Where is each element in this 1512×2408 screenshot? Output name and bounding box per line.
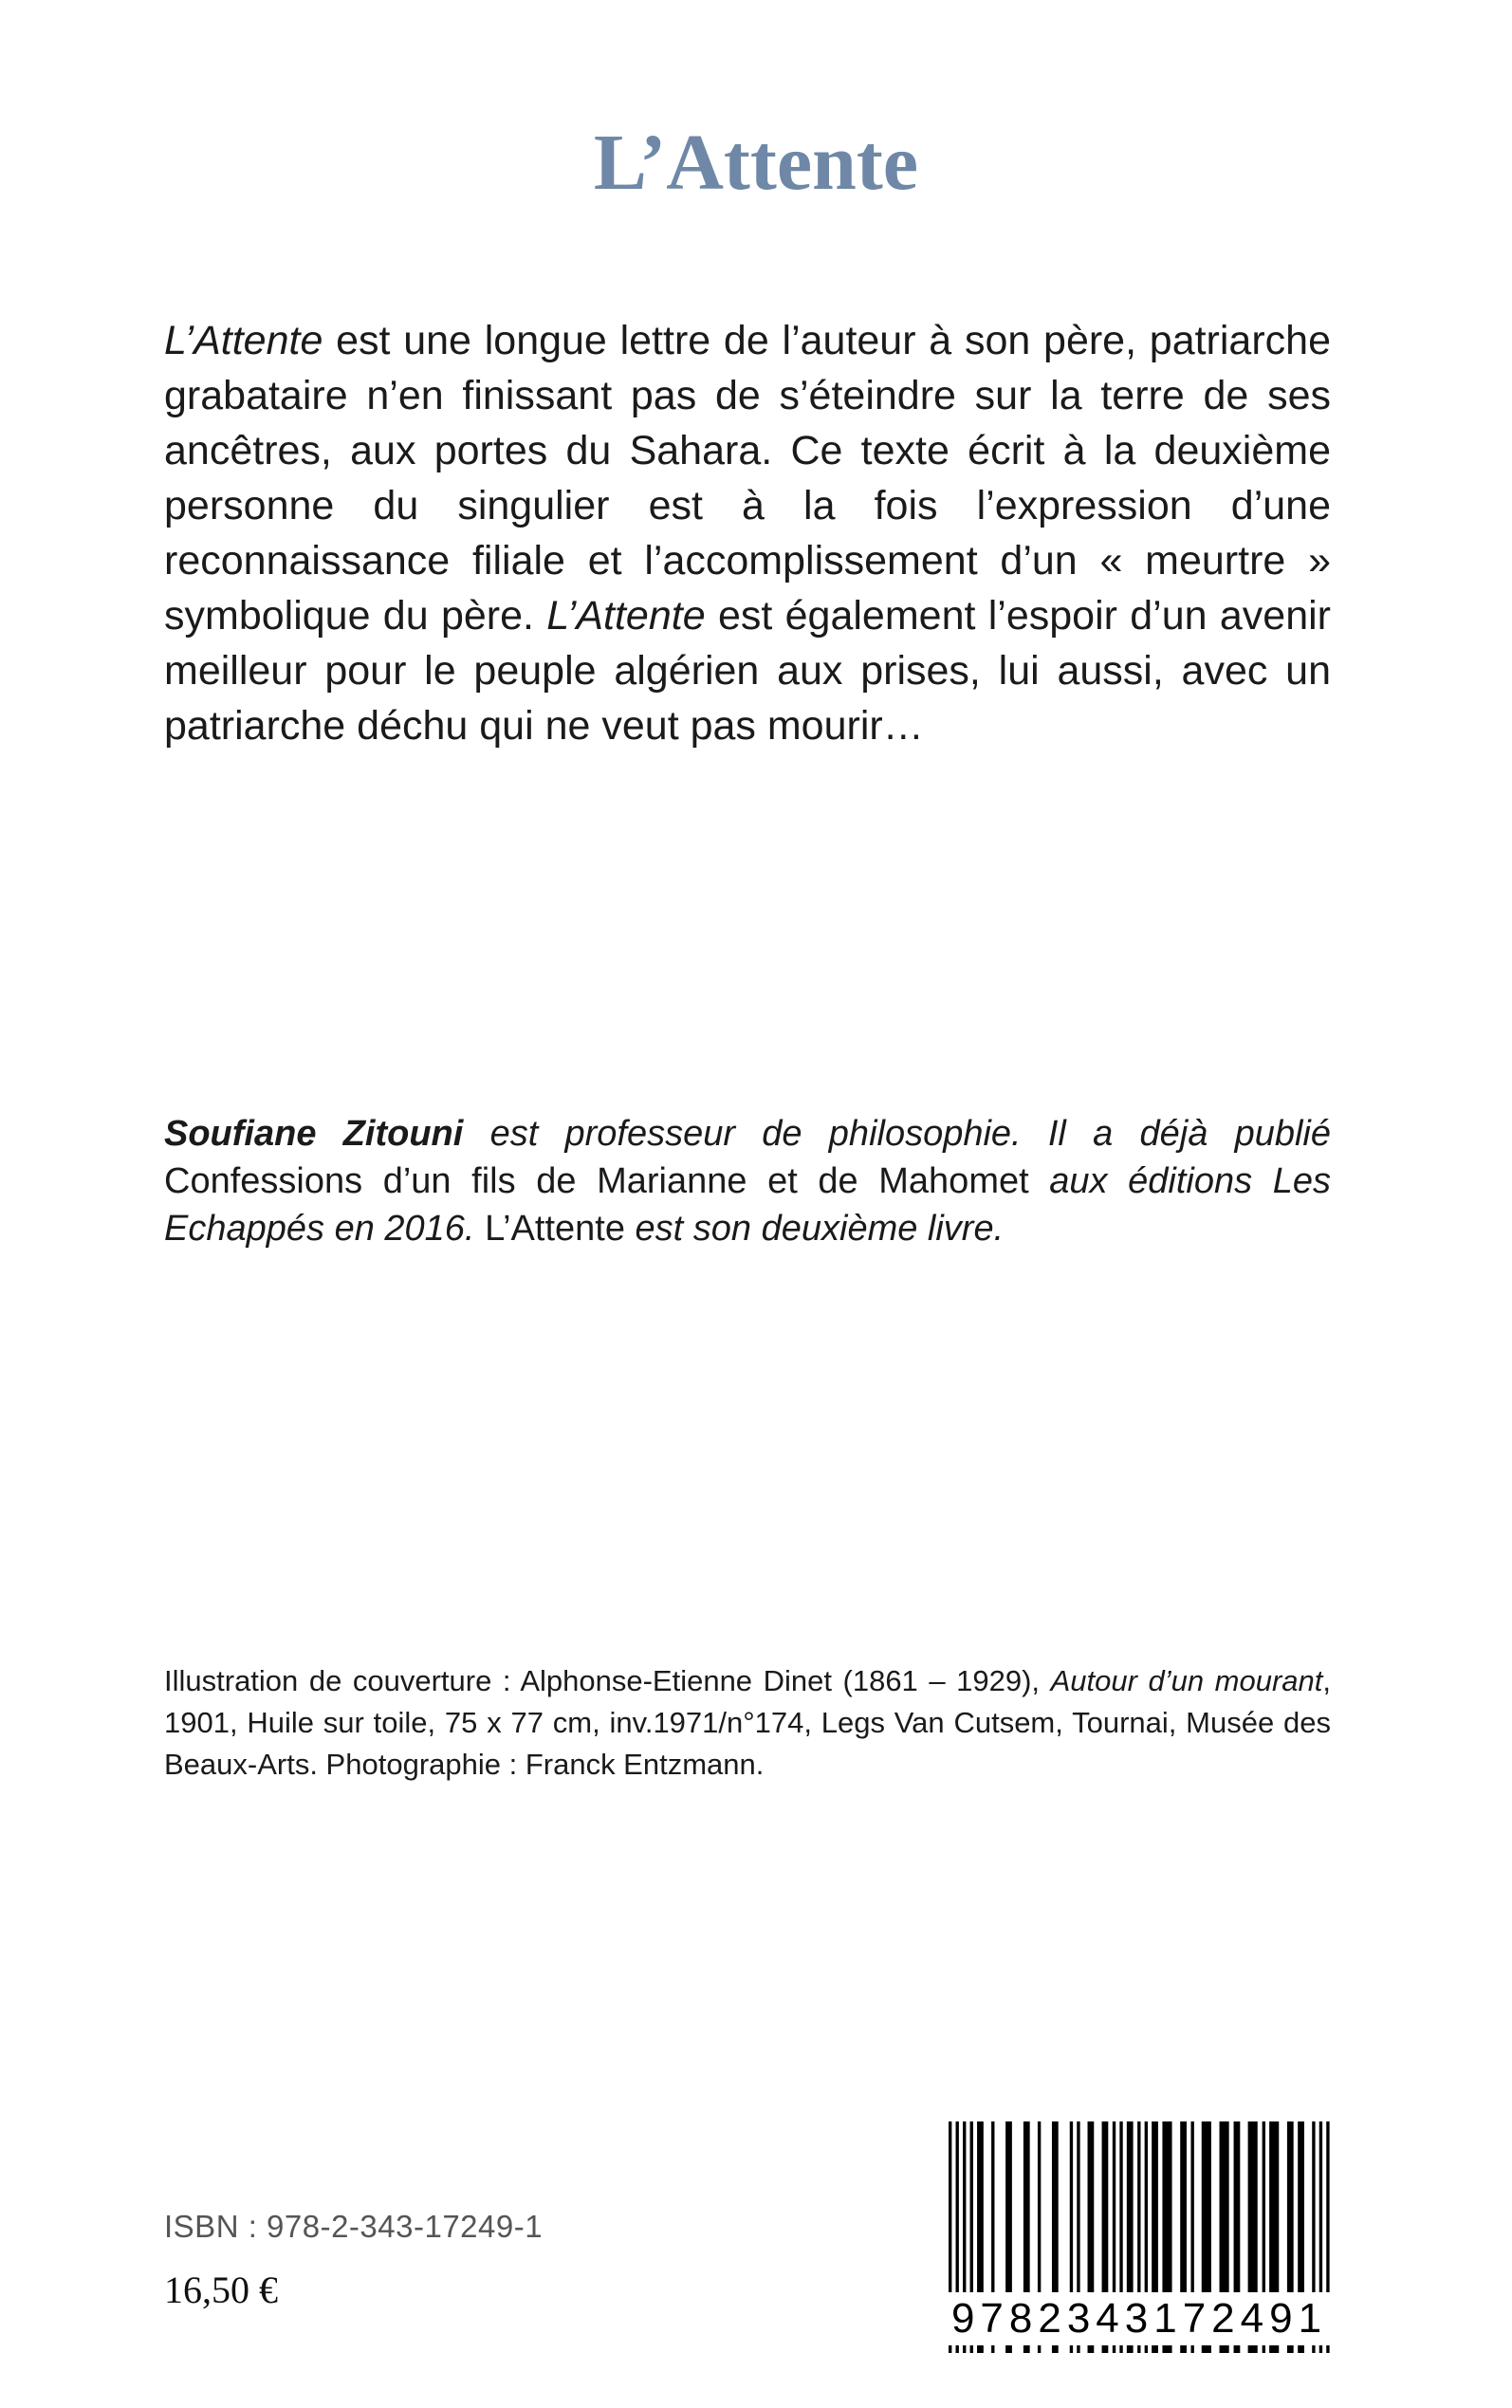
bio-text-3: est son deuxième livre. <box>624 1209 1005 1249</box>
bio-text-2: aux éditions Les Echappés en 2016. <box>164 1161 1331 1249</box>
barcode-digits: 9782343172491 <box>949 2292 1330 2345</box>
credit-artwork-title: Autour d’un mourant <box>1050 1664 1323 1697</box>
author-bio <box>164 1110 1331 1252</box>
credit-text-1: Illustration de couverture : Alphonse-Etienne Dinet (1861 – 1929), <box>164 1664 1051 1697</box>
isbn: ISBN : 978-2-343-17249-1 <box>164 2209 544 2244</box>
author-name: Soufiane Zitouni <box>164 1114 464 1154</box>
book-title: L’Attente <box>593 119 919 207</box>
bio-text-1: est professeur de philosophie. Il a déjà publié <box>463 1114 1331 1154</box>
illustration-credit <box>164 1660 1331 1786</box>
back-cover-blurb <box>164 313 1331 753</box>
bio-previous-book: Confessions d’un fils de Marianne et de Mahomet <box>164 1161 1029 1201</box>
blurb-text-2: est également l’espoir d’un avenir meilleur pour le peuple algérien aux prises, lui aussi, avec un patriarche déchu qui ne veut pas mourir… <box>164 593 1331 749</box>
blurb-book-title-1: L’Attente <box>164 318 323 363</box>
blurb-book-title-2: L’Attente <box>546 593 706 639</box>
bio-current-book: L’Attente <box>485 1209 625 1249</box>
blurb-text-1: est une longue lettre de l’auteur à son père, patriarche grabataire n’en finissant pas de s’éteindre sur la terre de ses ancêtres, aux portes du Sahara. Ce texte écrit à la deuxième personne du singulier est à la fois l’expression d’une reconnaissance filiale et l’accomplissement d’un « meurtre » symbolique du père. <box>164 318 1331 639</box>
price: 16,50 € <box>164 2269 278 2311</box>
credit-text-2: , 1901, Huile sur toile, 75 x 77 cm, inv.1971/n°174, Legs Van Cutsem, Tournai, Musée des Beaux-Arts. Photographie : Franck Entzmann. <box>164 1664 1331 1781</box>
